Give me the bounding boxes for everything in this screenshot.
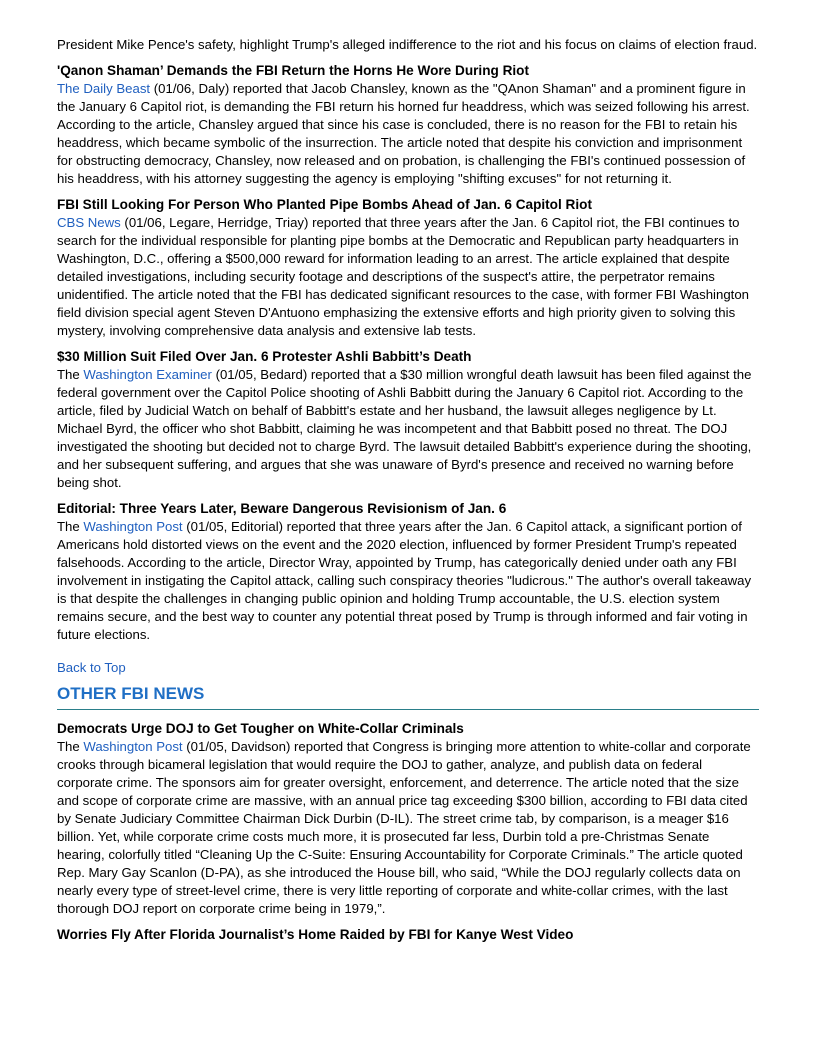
article-headline: Worries Fly After Florida Journalist’s Home Raided by FBI for Kanye West Video (57, 927, 574, 942)
back-to-top-link[interactable]: Back to Top (57, 660, 126, 675)
article-prefix: The (57, 739, 84, 754)
intro-paragraph: President Mike Pence's safety, highlight Trump's alleged indifference to the riot and his focus on claims of election fraud. (57, 37, 758, 52)
article-text: (01/05, Bedard) reported that a $30 million wrongful death lawsuit has been filed against the federal government over the Capitol Police shooting of Ashli Babbitt during the January 6 Capitol riot. According to the article, filed by Judicial Watch on behalf of Babbitt's estate and her husband, the lawsuit alleges negligence by Lt. Michael Byrd, the officer who shot Babbitt, claiming he was incompetent and that Babbitt posed no threat. The DOJ investigated the shooting but decided not to charge Byrd. The lawsuit detailed Babbitt's experience during the shooting, and her subsequent suffering, and argues that she was unaware of Byrd's presence and received no warning before being shot. (57, 367, 752, 490)
source-link-cbs-news[interactable]: CBS News (57, 215, 121, 230)
article-qanon-shaman (57, 62, 759, 188)
article-body (57, 366, 759, 492)
article-body (57, 214, 759, 340)
article-text: (01/06, Legare, Herridge, Triay) reported that three years after the Jan. 6 Capitol riot, the FBI continues to search for the individual responsible for planting pipe bombs at the Democratic and Republican party headquarters in Washington, D.C., offering a $500,000 reward for information leading to an arrest. The article explained that despite detailed investigations, including security footage and descriptions of the suspect's attire, the perpetrator remains unidentified. The article noted that the FBI has dedicated significant resources to the case, with former FBI Washington field division special agent Steven D'Antuono emphasizing the extensive efforts and high priority given to solving this mystery, involving comprehensive data analysis and extensive lab tests. (57, 215, 749, 338)
article-headline: Editorial: Three Years Later, Beware Dangerous Revisionism of Jan. 6 (57, 501, 507, 516)
article-editorial-revisionism (57, 500, 759, 644)
source-link-washington-post[interactable]: Washington Post (83, 739, 183, 754)
article-headline: Democrats Urge DOJ to Get Tougher on White-Collar Criminals (57, 721, 464, 736)
article-prefix: The (57, 519, 84, 534)
article-prefix: The (57, 367, 84, 382)
article-text: (01/05, Davidson) reported that Congress is bringing more attention to white-collar and corporate crooks through bicameral legislation that would require the DOJ to gather, analyze, and publish data on federal corporate crime. The sponsors aim for greater oversight, enforcement, and deterrence. The article noted that the size and scope of corporate crime are massive, with an annual price tag exceeding $300 billion, according to FBI data cited by Senate Judiciary Committee Chairman Dick Durbin (D-IL). The street crime tab, by comparison, is a meager $16 billion. Yet, while corporate crime costs much more, it is prosecuted far less, Durbin told a pre-Christmas Senate hearing, colorfully titled “Cleaning Up the C-Suite: Ensuring Accountability for Corporate Criminals.” The article quoted Rep. Mary Gay Scanlon (D-PA), as she introduced the House bill, who said, “While the DOJ regularly collects data on nearly every type of street-level crime, there is very little reporting of corporate and white-collar crimes, with the last thorough DOJ report on corporate crime being in 1979,”. (57, 739, 751, 916)
source-link-daily-beast[interactable]: The Daily Beast (57, 81, 151, 96)
article-body (57, 518, 759, 644)
article-pipe-bombs (57, 196, 759, 340)
article-body (57, 738, 759, 918)
source-link-washington-examiner[interactable]: Washington Examiner (83, 367, 212, 382)
article-headline: FBI Still Looking For Person Who Planted Pipe Bombs Ahead of Jan. 6 Capitol Riot (57, 197, 592, 212)
source-link-washington-post[interactable]: Washington Post (83, 519, 183, 534)
article-headline: 'Qanon Shaman’ Demands the FBI Return the Horns He Wore During Riot (57, 63, 530, 78)
article-florida-journalist (57, 926, 759, 944)
article-headline: $30 Million Suit Filed Over Jan. 6 Protester Ashli Babbitt’s Death (57, 349, 472, 364)
section-title-other-fbi-news: OTHER FBI NEWS (57, 683, 759, 710)
article-text: (01/06, Daly) reported that Jacob Chansley, known as the "QAnon Shaman" and a prominent figure in the January 6 Capitol riot, is demanding the FBI return his horned fur headdress, which was seized following his arrest. According to the article, Chansley argued that since his case is concluded, there is no reason for the FBI to retain his headdress, which became symbolic of the insurrection. The article noted that despite his conviction and imprisonment for obstructing democracy, Chansley, now released and on probation, is challenging the FBI's continued possession of his headdress, with his attorney suggesting the agency is employing "shifting excuses" for not returning it. (57, 81, 750, 186)
article-body (57, 80, 759, 188)
article-text: (01/05, Editorial) reported that three years after the Jan. 6 Capitol attack, a significant portion of Americans hold distorted views on the event and the 2020 election, influenced by former President Trump's repeated falsehoods. According to the article, Director Wray, appointed by Trump, has categorically denied under oath any FBI involvement in instigating the Capitol attack, calling such conspiracy theories "ludicrous." The author's overall takeaway is that despite the challenges in changing public opinion and holding Trump accountable, the U.S. election system remains secure, and the best way to counter any potential threat posed by Trump is through informed and fair voting in future elections. (57, 519, 752, 642)
article-white-collar (57, 720, 759, 918)
article-babbitt-suit (57, 348, 759, 492)
document-page (57, 36, 759, 944)
